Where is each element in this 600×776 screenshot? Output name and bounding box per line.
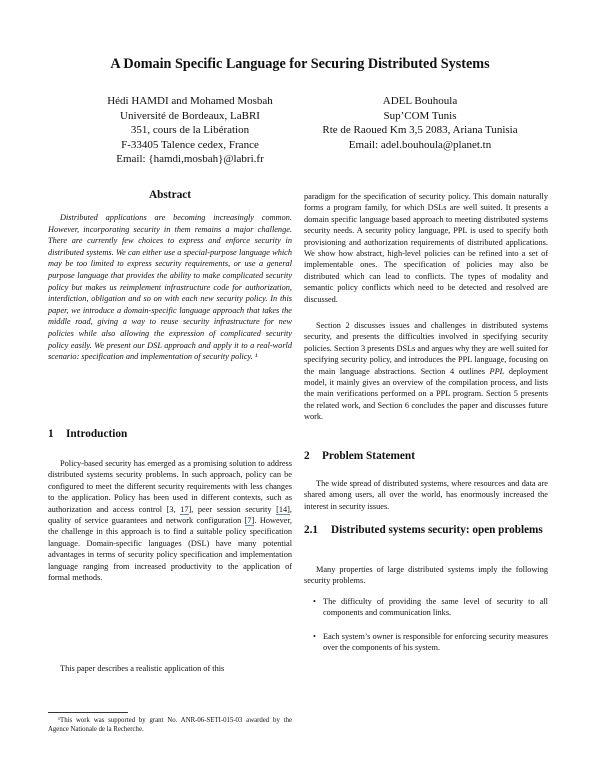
list-item-text: The difficulty of providing the same level of security to all components and communication links.	[323, 597, 548, 618]
problems-intro-paragraph: Many properties of large distributed systems imply the following security problems.	[304, 565, 548, 586]
body-text: Section 2 discusses issues and challenges in distributed systems security, and presents the difficulties involved in specifying security policies. Section 3 presents DSLs and argues why they are well suited for specifying security policy, and introduces the PPL language, focusing on the main language abstractions. Section 4 outlines	[304, 321, 548, 376]
section-heading-introduction	[48, 428, 127, 440]
problems-bullet-list	[304, 596, 548, 666]
author-block-right	[286, 94, 554, 152]
right-paragraph-1: paradigm for the specification of security policy. This domain naturally forms a program family, for which DSLs are well suited. It presents a domain specific language based approach to meeting distributed systems security needs. A security policy language, PPL is used to specify both provisioning and authorization requirements of distributed applications. We show how abstract, high-level policies can be refined into a set of implementable ones. The specification of policies may also be distributed which can lead to conflicts. The types of modality and semantic policy conflicts which need to be detected and resolved are discussed.	[304, 192, 548, 304]
intro-paragraph-1	[48, 458, 292, 583]
author-email: Email: adel.bouhoula@planet.tn	[348, 138, 492, 151]
intro-text: . However, the challenge in this approach is to find a suitable policy specification language. Domain-specific languages (DSL) have many potential advantages in terms of security policy specification and implementation language ranging from increased productivity to the application of formal methods.	[48, 516, 292, 583]
author-affiliation: Université de Bordeaux, LaBRI	[120, 109, 260, 122]
problem-paragraph: The wide spread of distributed systems, where resources and data are shared among users, all over the world, has enormously increased the interest in security issues.	[304, 479, 548, 511]
author-block-left	[80, 94, 300, 167]
section-heading-problem-statement	[304, 450, 415, 462]
list-item	[304, 596, 548, 619]
subsection-heading-open-problems	[304, 523, 548, 537]
intro-text: ], peer session security	[188, 504, 277, 514]
citation-link[interactable]: [7]	[244, 516, 255, 526]
section-title: Problem Statement	[322, 450, 415, 462]
paper-title: A Domain Specific Language for Securing Distributed Systems	[110, 56, 490, 72]
intro-text: , quality of service guarantees and network configuration	[48, 504, 292, 526]
author-email: Email: {hamdi,mosbah}@labri.fr	[116, 153, 264, 166]
section-number: 1	[48, 428, 54, 440]
citation-link[interactable]: 17	[180, 504, 189, 514]
list-item	[304, 631, 548, 654]
intro-text: Policy-based security has emerged as a promising solution to address distributed systems security problems. In such approach, policy can be configured to meet the different security requirements with less changes to the application. Policy has been used in different contexts, such as authorization and access control [3,	[48, 459, 292, 514]
abstract-heading: Abstract	[148, 189, 192, 201]
footnote: ¹This work was supported by grant No. ANR-06-SETI-015-03 awarded by the Agence Nationale de la Recherche.	[48, 717, 292, 733]
section-title: Introduction	[66, 428, 128, 440]
author-names: ADEL Bouhoula	[382, 95, 458, 107]
abstract-text: Distributed applications are becoming increasingly common. However, incorporating security in them remains a major challenge. There are currently few choices to express and enforce security in distributed systems. We can either use a special-purpose language which may be too limited to express security requirements, or use a general purpose language that provides the ability to make complicated security policy but makes us reimplement infrastructure code for authorization, interdiction, obligation and so on with each new security policy. In this paper, we introduce a domain-specific language approach that takes the middle road, giving a way to reuse security infrastructure for new policies while also allowing the expression of complicated security policy easily. We present our DSL approach and apply it to a real-world scenario: specification and implementation of security policy. ¹	[48, 213, 292, 362]
right-paragraph-2	[304, 320, 548, 423]
subsection-title: Distributed systems security: open problems	[331, 524, 543, 536]
bullet-icon: •	[313, 597, 316, 606]
section-number: 2	[304, 450, 310, 462]
list-item-text: Each system’s owner is responsible for enforcing security measures over the components of his system.	[323, 631, 548, 653]
author-address-city: F-33405 Talence cedex, France	[121, 138, 259, 151]
intro-paragraph-2: This paper describes a realistic application of this	[60, 664, 225, 673]
citation-link[interactable]: [14]	[276, 504, 290, 514]
body-text: deployment model, it mainly gives an overview of the compilation process, and lists the main verifications performed on a PPL program. Section 5 presents the related work, and Section 6 concludes the paper and discusses future work.	[304, 366, 548, 422]
author-affiliation: Sup’COM Tunis	[383, 109, 457, 122]
footnote-rule	[48, 712, 128, 713]
author-names: Hédi HAMDI and Mohamed Mosbah	[107, 95, 273, 107]
bullet-icon: •	[313, 631, 316, 641]
subsection-number: 2.1	[304, 524, 318, 536]
language-name: PPL	[489, 366, 505, 376]
author-address: Rte de Raoued Km 3,5 2083, Ariana Tunisia	[322, 124, 518, 137]
author-address-street: 351, cours de la Libération	[130, 124, 250, 137]
